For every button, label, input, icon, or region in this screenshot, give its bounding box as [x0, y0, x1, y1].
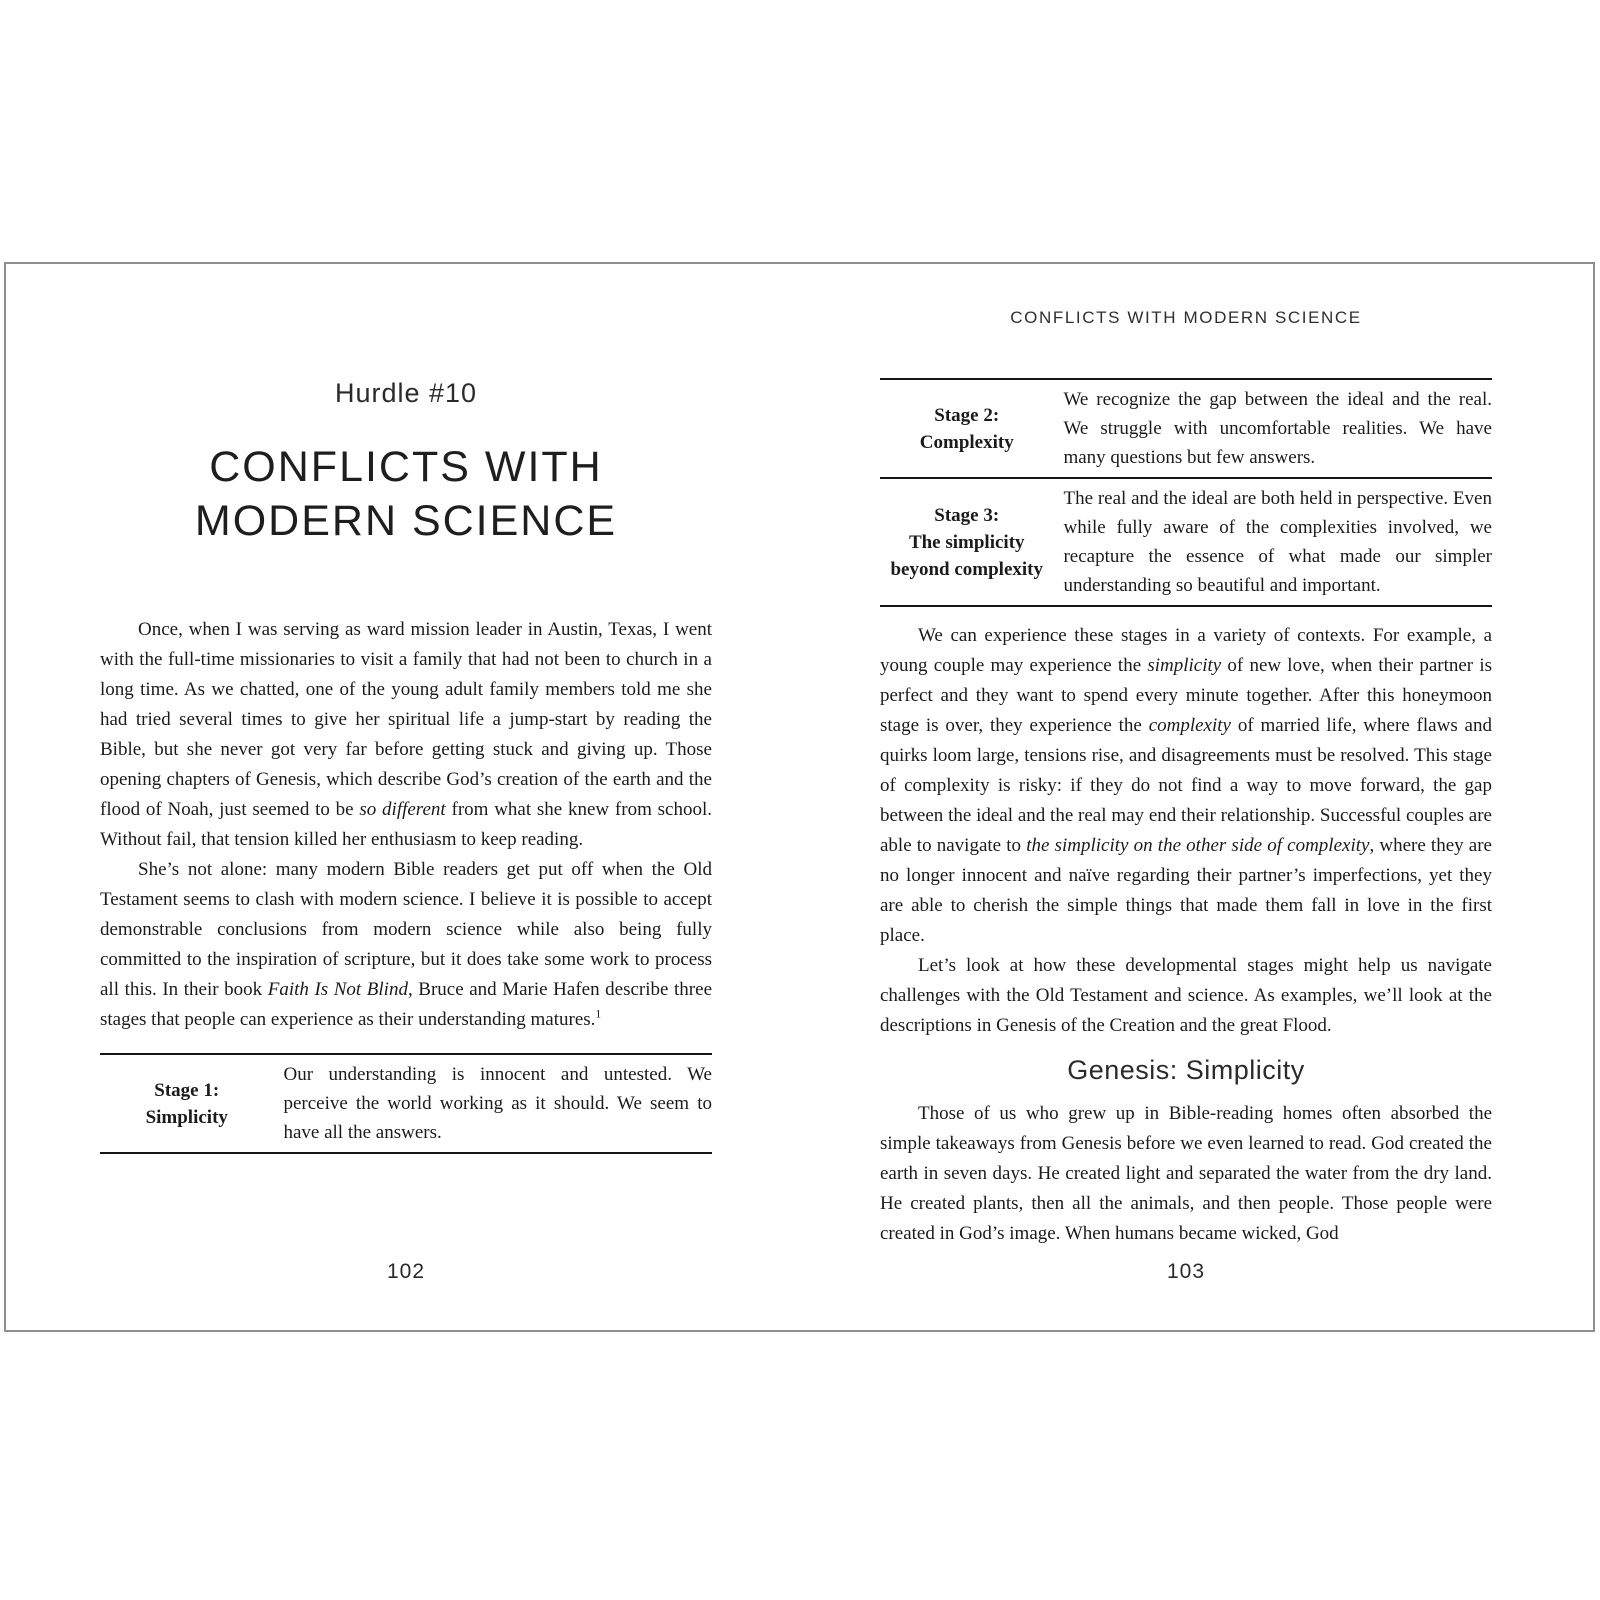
- section-heading: Genesis: Simplicity: [1067, 1055, 1305, 1085]
- chapter-title-line2: MODERN SCIENCE: [194, 497, 618, 545]
- paragraph: Let’s look at how these developmental stages might help us navigate challenges with the Old Testament and science. As examples, we’ll look at the descriptions in Genesis of the Creation and the great Flood.: [880, 955, 1492, 1036]
- right-body-text: [880, 621, 1492, 1041]
- left-body-text: [100, 615, 712, 1035]
- right-page-content: [880, 378, 1492, 1249]
- table-row: [880, 477, 1492, 605]
- stage-label: Stage 1: Simplicity: [145, 1079, 228, 1128]
- stage-description: Our understanding is innocent and untested. We perceive the world working as it should. We seem to have all the answers.: [283, 1064, 712, 1143]
- paragraph: Those of us who grew up in Bible-reading homes often absorbed the simple takeaways from Genesis before we even learned to read. God created the earth in seven days. He created light and separated the water from the dry land. He created plants, then all the animals, and then people. Those people were created in God’s image. When humans became wicked, God: [880, 1103, 1492, 1244]
- chapter-title: [100, 440, 712, 548]
- stage-table-right: [880, 378, 1492, 607]
- page-number-left: 102: [386, 1260, 426, 1283]
- running-header: CONFLICTS WITH MODERN SCIENCE: [1010, 308, 1362, 327]
- stage-description: We recognize the gap between the ideal and the real. We struggle with uncomfortable realities. We have many questions but few answers.: [1063, 389, 1492, 468]
- paragraph: She’s not alone: many modern Bible readers get put off when the Old Testament seems to clash with modern science. I believe it is possible to accept demonstrable conclusions from modern science while also being fully committed to the inspiration of scripture, but it does take some work to process all this. In their book Faith Is Not Blind, Bruce and Marie Hafen describe three stages that people can experience as their understanding matures.$^1$: [100, 859, 713, 1030]
- chapter-label: Hurdle #10: [334, 378, 478, 408]
- stage-label: Stage 2: Complexity: [919, 404, 1014, 453]
- stage-table-left: [100, 1053, 712, 1154]
- paragraph: Once, when I was serving as ward mission leader in Austin, Texas, I went with the full-time missionaries to visit a family that had not been to church in a long time. As we chatted, one of the young adult family members told me she had tried several times to give her spiritual life a jump-start by reading the Bible, but she never got very far before getting stuck and giving up. Those opening chapters of Genesis, which describe God’s creation of the earth and the flood of Noah, just seemed to be so different from what she knew from school. Without fail, that tension killed her enthusiasm to keep reading.: [100, 619, 712, 850]
- chapter-title-line1: CONFLICTS WITH: [209, 443, 603, 491]
- table-row: [100, 1055, 712, 1152]
- left-page-content: [100, 615, 712, 1154]
- book-frame: [4, 262, 1595, 1332]
- right-body-text-2: [880, 1099, 1492, 1249]
- page-number-right: 103: [1166, 1260, 1206, 1283]
- table-row: [880, 380, 1492, 477]
- left-page: [100, 264, 712, 1330]
- stage-label: Stage 3: The simplicity beyond complexity: [890, 504, 1043, 580]
- right-page: [880, 264, 1492, 1330]
- stage-description: The real and the ideal are both held in perspective. Even while fully aware of the complexities involved, we recapture the essence of what made our simpler understanding so beautiful and important.: [1063, 488, 1492, 596]
- paragraph: We can experience these stages in a variety of contexts. For example, a young couple may experience the simplicity of new love, when their partner is perfect and they want to spend every minute together. After this honeymoon stage is over, they experience the complexity of married life, where flaws and quirks loom large, tensions rise, and disagreements must be resolved. This stage of complexity is risky: if they do not find a way to move forward, the gap between the ideal and the real may end their relationship. Successful couples are able to navigate to the simplicity on the other side of complexity, where they are no longer innocent and naïve regarding their partner’s imperfections, yet they are able to cherish the simple things that made them fall in love in the first place.: [880, 625, 1493, 946]
